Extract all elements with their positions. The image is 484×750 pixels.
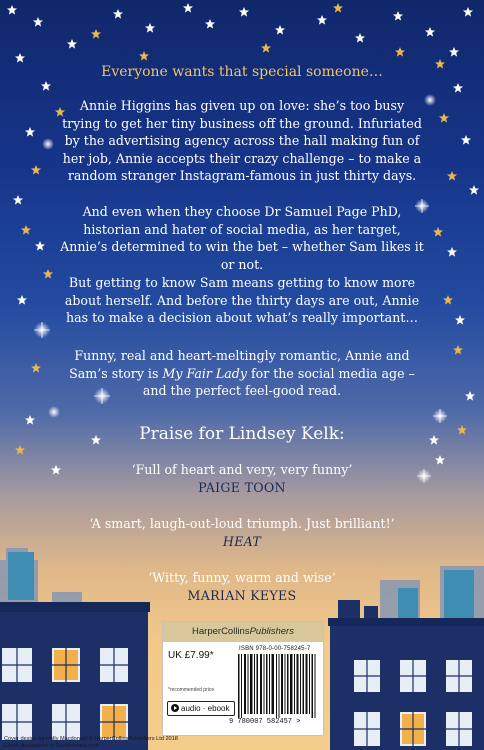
price-note: *recommended price [168,687,215,693]
blurb-p4-title: My Fair Lady [162,365,247,381]
quote-text: ‘A smart, laugh-out-loud triumph. Just brilliant!’ [89,516,395,531]
tagline: Everyone wants that special someone… [101,64,383,80]
praise-heading: Praise for Lindsey Kelk: [139,424,345,444]
blurb-p4-end: for the social media age – and the perfect feel-good read. [142,365,415,398]
credits-line-2: Cover illustrations © Shutterstock.com [4,743,99,749]
quote-text: ‘Full of heart and very, very funny’ [131,462,353,477]
price-label [168,650,214,661]
blurb-p4-start: Funny, real and heart-meltingly romantic, Annie and Sam’s story is [69,348,410,381]
blurb-paragraph-2: And even when they choose Dr Samuel Page PhD, historian and hater of social media, as her target, Annie’s determined to win the bet – whether Sam likes it or not. [60,204,424,272]
cover-credits [4,736,178,750]
quote-source: HEAT [222,533,262,549]
price-value: UK £7.99 [168,650,210,661]
quote-source: PAIGE TOON [198,479,286,495]
barcode-number: 9 780007 582457 [229,718,293,726]
blurb-paragraph-1: Annie Higgins has given up on love: she’s too busy trying to get her tiny business off the ground. Infuriated by the advertising agency across the hall making fun of her job, Annie accepts their crazy challenge – to make a random stranger Instagram-famous in just thirty days. [62,98,422,183]
isbn-text: ISBN 978-0-00-758245-7 [239,646,311,652]
audio-ebook-label: audio · ebook [181,704,230,713]
barcode-digits [229,718,321,726]
quote-text: ‘Witty, funny, warm and wise’ [148,570,336,585]
barcode-addon-mark: > [296,718,301,726]
quote-source: MARIAN KEYES [187,587,297,603]
barcode-icon [238,654,318,718]
credits-line-1: Cover design by Holly Macdonald © HarperCollinsPublishers Ltd 2018 [4,736,178,742]
blurb-paragraph-3: But getting to know Sam means getting to know more about herself. And before the thirty days are out, Annie has to make a decision about what’s really important… [64,275,420,325]
audio-ebook-badge [167,701,235,716]
barcode-panel [162,621,324,736]
publisher-logo [163,622,323,642]
publisher-name: HarperCollins [192,626,250,637]
publisher-name-italic: Publishers [249,626,294,637]
play-icon [171,704,179,712]
price-asterisk: * [209,650,214,661]
